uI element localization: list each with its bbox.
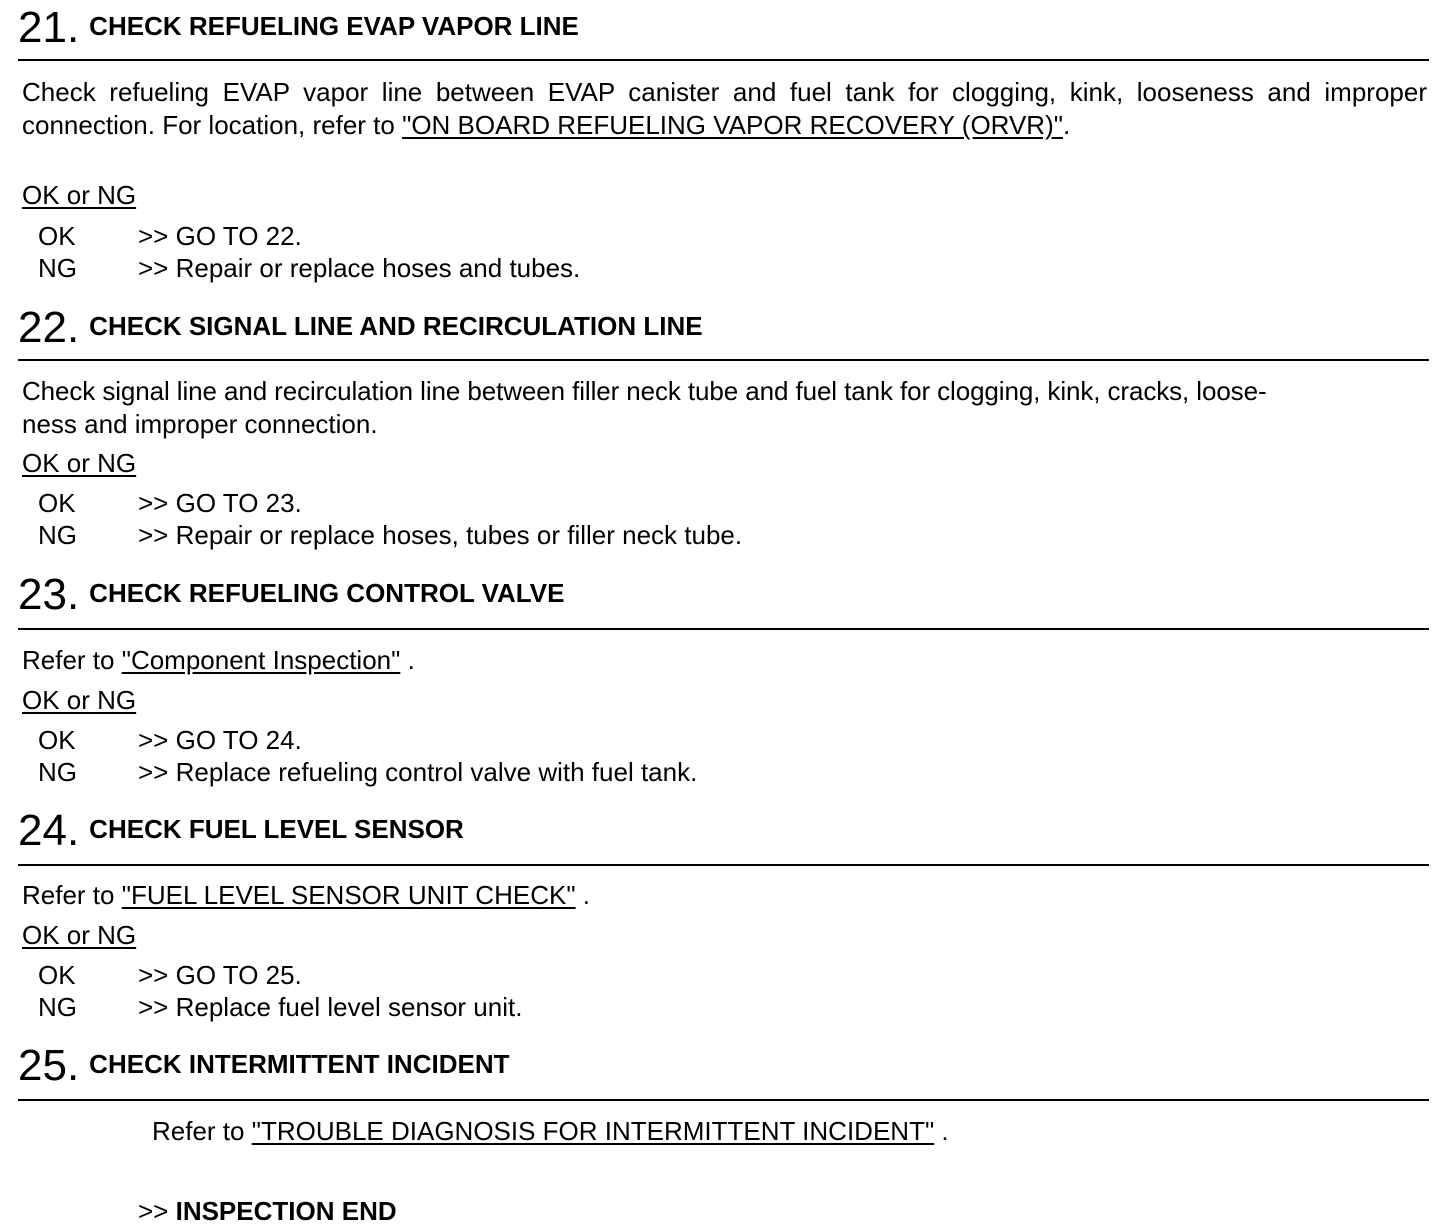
- ok-ng-label: OK or NG: [22, 448, 137, 478]
- step-number: 24.: [18, 806, 80, 855]
- ng-code: NG: [38, 253, 77, 283]
- ok-ng-label: OK or NG: [22, 920, 137, 950]
- step-header: [18, 569, 564, 621]
- inspection-end-label: INSPECTION END: [175, 1196, 397, 1226]
- intermittent-incident-link[interactable]: "TROUBLE DIAGNOSIS FOR INTERMITTENT INCIDENT": [251, 1116, 935, 1146]
- step-instruction: Refer to "Component Inspection" .: [22, 645, 415, 675]
- ok-code: OK: [38, 221, 76, 251]
- ok-action: >> GO TO 22.: [138, 221, 302, 251]
- ok-action: >> GO TO 24.: [138, 725, 302, 755]
- ng-code: NG: [38, 757, 77, 787]
- ng-action: >> Replace refueling control valve with fuel tank.: [138, 757, 698, 787]
- ok-code: OK: [38, 960, 76, 990]
- divider: [18, 628, 1429, 630]
- step-number: 21.: [18, 3, 80, 52]
- ng-code: NG: [38, 992, 77, 1022]
- step-header: [18, 2, 579, 54]
- step-instruction-line-2: ness and improper connection.: [22, 409, 378, 439]
- divider: [18, 864, 1429, 866]
- step-instruction: Refer to "TROUBLE DIAGNOSIS FOR INTERMITTENT INCIDENT" .: [152, 1116, 949, 1146]
- step-title: CHECK INTERMITTENT INCIDENT: [89, 1049, 510, 1079]
- step-title: CHECK REFUELING EVAP VAPOR LINE: [89, 11, 579, 41]
- component-inspection-link[interactable]: "Component Inspection": [121, 645, 401, 675]
- step-title: CHECK FUEL LEVEL SENSOR: [89, 814, 464, 844]
- step-number: 23.: [18, 570, 80, 619]
- step-instruction: Refer to "FUEL LEVEL SENSOR UNIT CHECK" .: [22, 880, 591, 910]
- step-header: [18, 1040, 510, 1092]
- ng-action: >> Repair or replace hoses, tubes or filler neck tube.: [138, 520, 743, 550]
- step-header: [18, 805, 464, 857]
- ok-code: OK: [38, 488, 76, 518]
- orvr-link[interactable]: "ON BOARD REFUELING VAPOR RECOVERY (ORVR)": [402, 110, 1063, 140]
- ok-ng-label: OK or NG: [22, 685, 137, 715]
- step-title: CHECK SIGNAL LINE AND RECIRCULATION LINE: [89, 311, 703, 341]
- ok-code: OK: [38, 725, 76, 755]
- ok-action: >> GO TO 23.: [138, 488, 302, 518]
- inspection-end: >> INSPECTION END: [138, 1196, 397, 1226]
- divider: [18, 59, 1429, 61]
- divider: [18, 1099, 1429, 1101]
- step-title: CHECK REFUELING CONTROL VALVE: [89, 578, 565, 608]
- ng-action: >> Repair or replace hoses and tubes.: [138, 253, 581, 283]
- ng-action: >> Replace fuel level sensor unit.: [138, 992, 523, 1022]
- step-instruction: Check refueling EVAP vapor line between EVAP canister and fuel tank for clogging, kink, looseness and improper connection. For location, refer to "ON BOARD REFUELING VAPOR RECOVERY (ORVR)".: [22, 77, 1427, 140]
- ok-action: >> GO TO 25.: [138, 960, 302, 990]
- step-number: 22.: [18, 303, 80, 352]
- ng-code: NG: [38, 520, 77, 550]
- divider: [18, 359, 1429, 361]
- fuel-level-sensor-check-link[interactable]: "FUEL LEVEL SENSOR UNIT CHECK": [121, 880, 576, 910]
- ok-ng-label: OK or NG: [22, 180, 137, 210]
- step-header: [18, 302, 703, 354]
- step-number: 25.: [18, 1041, 80, 1090]
- step-instruction-line-1: Check signal line and recirculation line between filler neck tube and fuel tank for clogging, kink, cracks, loose-: [22, 376, 1267, 406]
